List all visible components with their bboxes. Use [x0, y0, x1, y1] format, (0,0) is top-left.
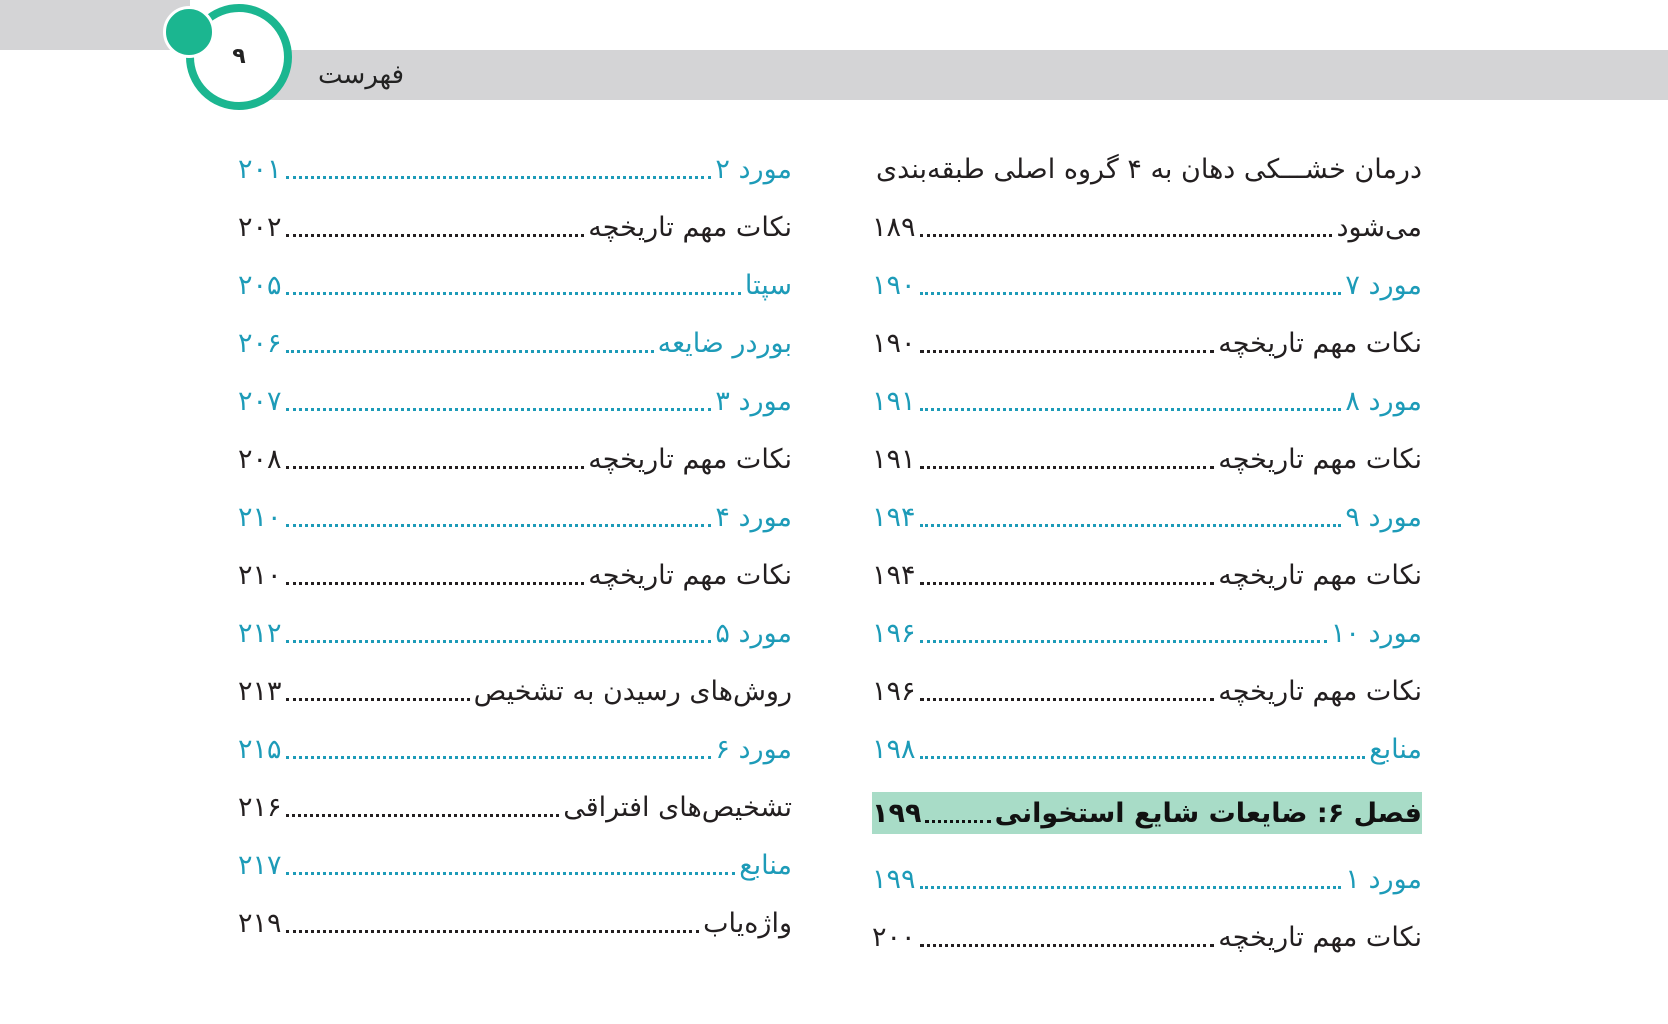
toc-entry-page: ۲۰۶: [238, 327, 282, 359]
toc-entry-page: ۲۱۰: [238, 559, 282, 591]
toc-right-column: [872, 140, 1422, 966]
dot-leader: [286, 756, 712, 759]
toc-entry[interactable]: [238, 140, 792, 198]
toc-entry-title: می‌شود: [1336, 211, 1422, 243]
toc-entry-page: ۲۰۸: [238, 443, 282, 475]
toc-entry-title: بوردر ضایعه: [657, 327, 792, 359]
toc-entry[interactable]: [238, 894, 792, 952]
page-number: ۹: [232, 44, 246, 69]
toc-entry-title: مورد ۵: [715, 617, 792, 649]
toc-entry-title: واژه‌یاب: [703, 907, 792, 939]
toc-entry[interactable]: [238, 256, 792, 314]
dot-leader: [286, 408, 712, 411]
dot-leader: [920, 582, 1215, 585]
toc-entry[interactable]: [872, 314, 1422, 372]
toc-entry[interactable]: [238, 604, 792, 662]
toc-entry[interactable]: [238, 546, 792, 604]
dot-leader: [920, 350, 1215, 353]
toc-entry[interactable]: [872, 720, 1422, 778]
toc-entry[interactable]: [238, 372, 792, 430]
dot-leader: [920, 466, 1215, 469]
toc-entry[interactable]: [872, 256, 1422, 314]
dot-leader: [286, 176, 712, 179]
toc-entry[interactable]: [872, 546, 1422, 604]
dot-leader: [920, 234, 1333, 237]
toc-entry-title: مورد ۶: [715, 733, 792, 765]
toc-entry-title: نکات مهم تاریخچه: [588, 211, 792, 243]
toc-entry-title: نکات مهم تاریخچه: [588, 443, 792, 475]
toc-entry-title: مورد ۴: [715, 501, 792, 533]
dot-leader: [286, 350, 654, 353]
dot-leader: [920, 756, 1366, 759]
toc-entry[interactable]: [238, 778, 792, 836]
toc-entry-page: ۱۹۴: [872, 559, 916, 591]
dot-leader: [286, 524, 712, 527]
toc-entry-page: ۱۹۸: [872, 733, 916, 765]
toc-entry-page: ۱۹۱: [872, 443, 916, 475]
toc-entry-page: ۱۹۹: [872, 863, 916, 895]
toc-entry[interactable]: [238, 662, 792, 720]
toc-entry-title: نکات مهم تاریخچه: [1218, 675, 1422, 707]
page-marker-dot: [163, 6, 215, 58]
dot-leader: [286, 814, 560, 817]
toc-entry-page: ۱۹۱: [872, 385, 916, 417]
toc-entry[interactable]: [872, 430, 1422, 488]
toc-entry-title: منابع: [739, 849, 792, 881]
dot-leader: [920, 944, 1215, 947]
toc-entry-title: مورد ۳: [715, 385, 792, 417]
toc-entry-page: ۱۹۶: [872, 617, 916, 649]
toc-entry-page: ۲۰۵: [238, 269, 282, 301]
toc-chapter-entry[interactable]: [872, 792, 1422, 834]
toc-entry-title: نکات مهم تاریخچه: [588, 559, 792, 591]
toc-entry[interactable]: [238, 198, 792, 256]
dot-leader: [286, 698, 470, 701]
toc-entry[interactable]: [238, 488, 792, 546]
dot-leader: [286, 872, 736, 875]
toc-entry[interactable]: [872, 662, 1422, 720]
toc-entry-page: ۲۰۱: [238, 153, 282, 185]
toc-entry-page: ۱۹۶: [872, 675, 916, 707]
dot-leader: [920, 524, 1342, 527]
toc-entry-page: ۱۹۴: [872, 501, 916, 533]
toc-entry-title: فصل ۶: ضایعات شایع استخوانی: [994, 797, 1422, 829]
toc-entry-page: ۲۱۵: [238, 733, 282, 765]
header-thin-bar: [0, 0, 190, 50]
toc-entry-page: ۲۰۰: [872, 921, 916, 953]
toc-entry-page: ۲۱۰: [238, 501, 282, 533]
dot-leader: [920, 408, 1342, 411]
toc-entry-page: ۲۰۷: [238, 385, 282, 417]
toc-entry-title: مورد ۱۰: [1330, 617, 1422, 649]
toc-entry-title: مورد ۱: [1345, 863, 1422, 895]
toc-entry-title: مورد ۲: [715, 153, 792, 185]
toc-entry[interactable]: [238, 836, 792, 894]
toc-entry-title: مورد ۹: [1345, 501, 1422, 533]
toc-entry-page: ۲۱۳: [238, 675, 282, 707]
toc-entry-title: نکات مهم تاریخچه: [1218, 327, 1422, 359]
toc-entry[interactable]: [238, 430, 792, 488]
dot-leader: [286, 466, 585, 469]
toc-entry-title: سپتا: [744, 269, 792, 301]
dot-leader: [286, 640, 712, 643]
toc-entry[interactable]: [872, 372, 1422, 430]
header-bar: [270, 50, 1668, 100]
toc-entry[interactable]: [872, 198, 1422, 256]
toc-entry-page: ۱۸۹: [872, 211, 916, 243]
toc-entry-page: ۱۹۹: [872, 797, 922, 829]
toc-entry-title: تشخیص‌های افتراقی: [563, 791, 792, 823]
dot-leader: [920, 698, 1215, 701]
toc-left-column: [238, 140, 792, 952]
toc-entry-page: ۱۹۰: [872, 327, 916, 359]
dot-leader: [286, 292, 741, 295]
toc-entry-title: نکات مهم تاریخچه: [1218, 443, 1422, 475]
toc-entry-title: مورد ۸: [1345, 385, 1422, 417]
toc-entry[interactable]: [238, 314, 792, 372]
toc-entry[interactable]: [872, 908, 1422, 966]
dot-leader: [920, 640, 1327, 643]
toc-entry-title: درمان خشـــکی دهان به ۴ گروه اصلی طبقه‌بندی: [876, 153, 1422, 185]
toc-entry[interactable]: [872, 488, 1422, 546]
toc-entry[interactable]: [872, 604, 1422, 662]
toc-entry-title: منابع: [1369, 733, 1422, 765]
toc-entry-title: نکات مهم تاریخچه: [1218, 559, 1422, 591]
toc-entry[interactable]: [872, 140, 1422, 198]
toc-entry[interactable]: [872, 850, 1422, 908]
dot-leader: [286, 582, 585, 585]
toc-entry-page: ۲۱۷: [238, 849, 282, 881]
dot-leader: [925, 820, 990, 823]
section-title: فهرست: [318, 60, 405, 90]
toc-entry-page: ۲۱۹: [238, 907, 282, 939]
toc-entry-title: روش‌های رسیدن به تشخیص: [473, 675, 792, 707]
dot-leader: [286, 234, 585, 237]
toc-entry-page: ۲۱۶: [238, 791, 282, 823]
toc-entry-page: ۲۱۲: [238, 617, 282, 649]
dot-leader: [920, 292, 1342, 295]
toc-entry-title: مورد ۷: [1345, 269, 1422, 301]
toc-entry-page: ۱۹۰: [872, 269, 916, 301]
dot-leader: [920, 886, 1342, 889]
toc-entry-page: ۲۰۲: [238, 211, 282, 243]
toc-entry[interactable]: [238, 720, 792, 778]
dot-leader: [286, 930, 700, 933]
toc-entry-title: نکات مهم تاریخچه: [1218, 921, 1422, 953]
